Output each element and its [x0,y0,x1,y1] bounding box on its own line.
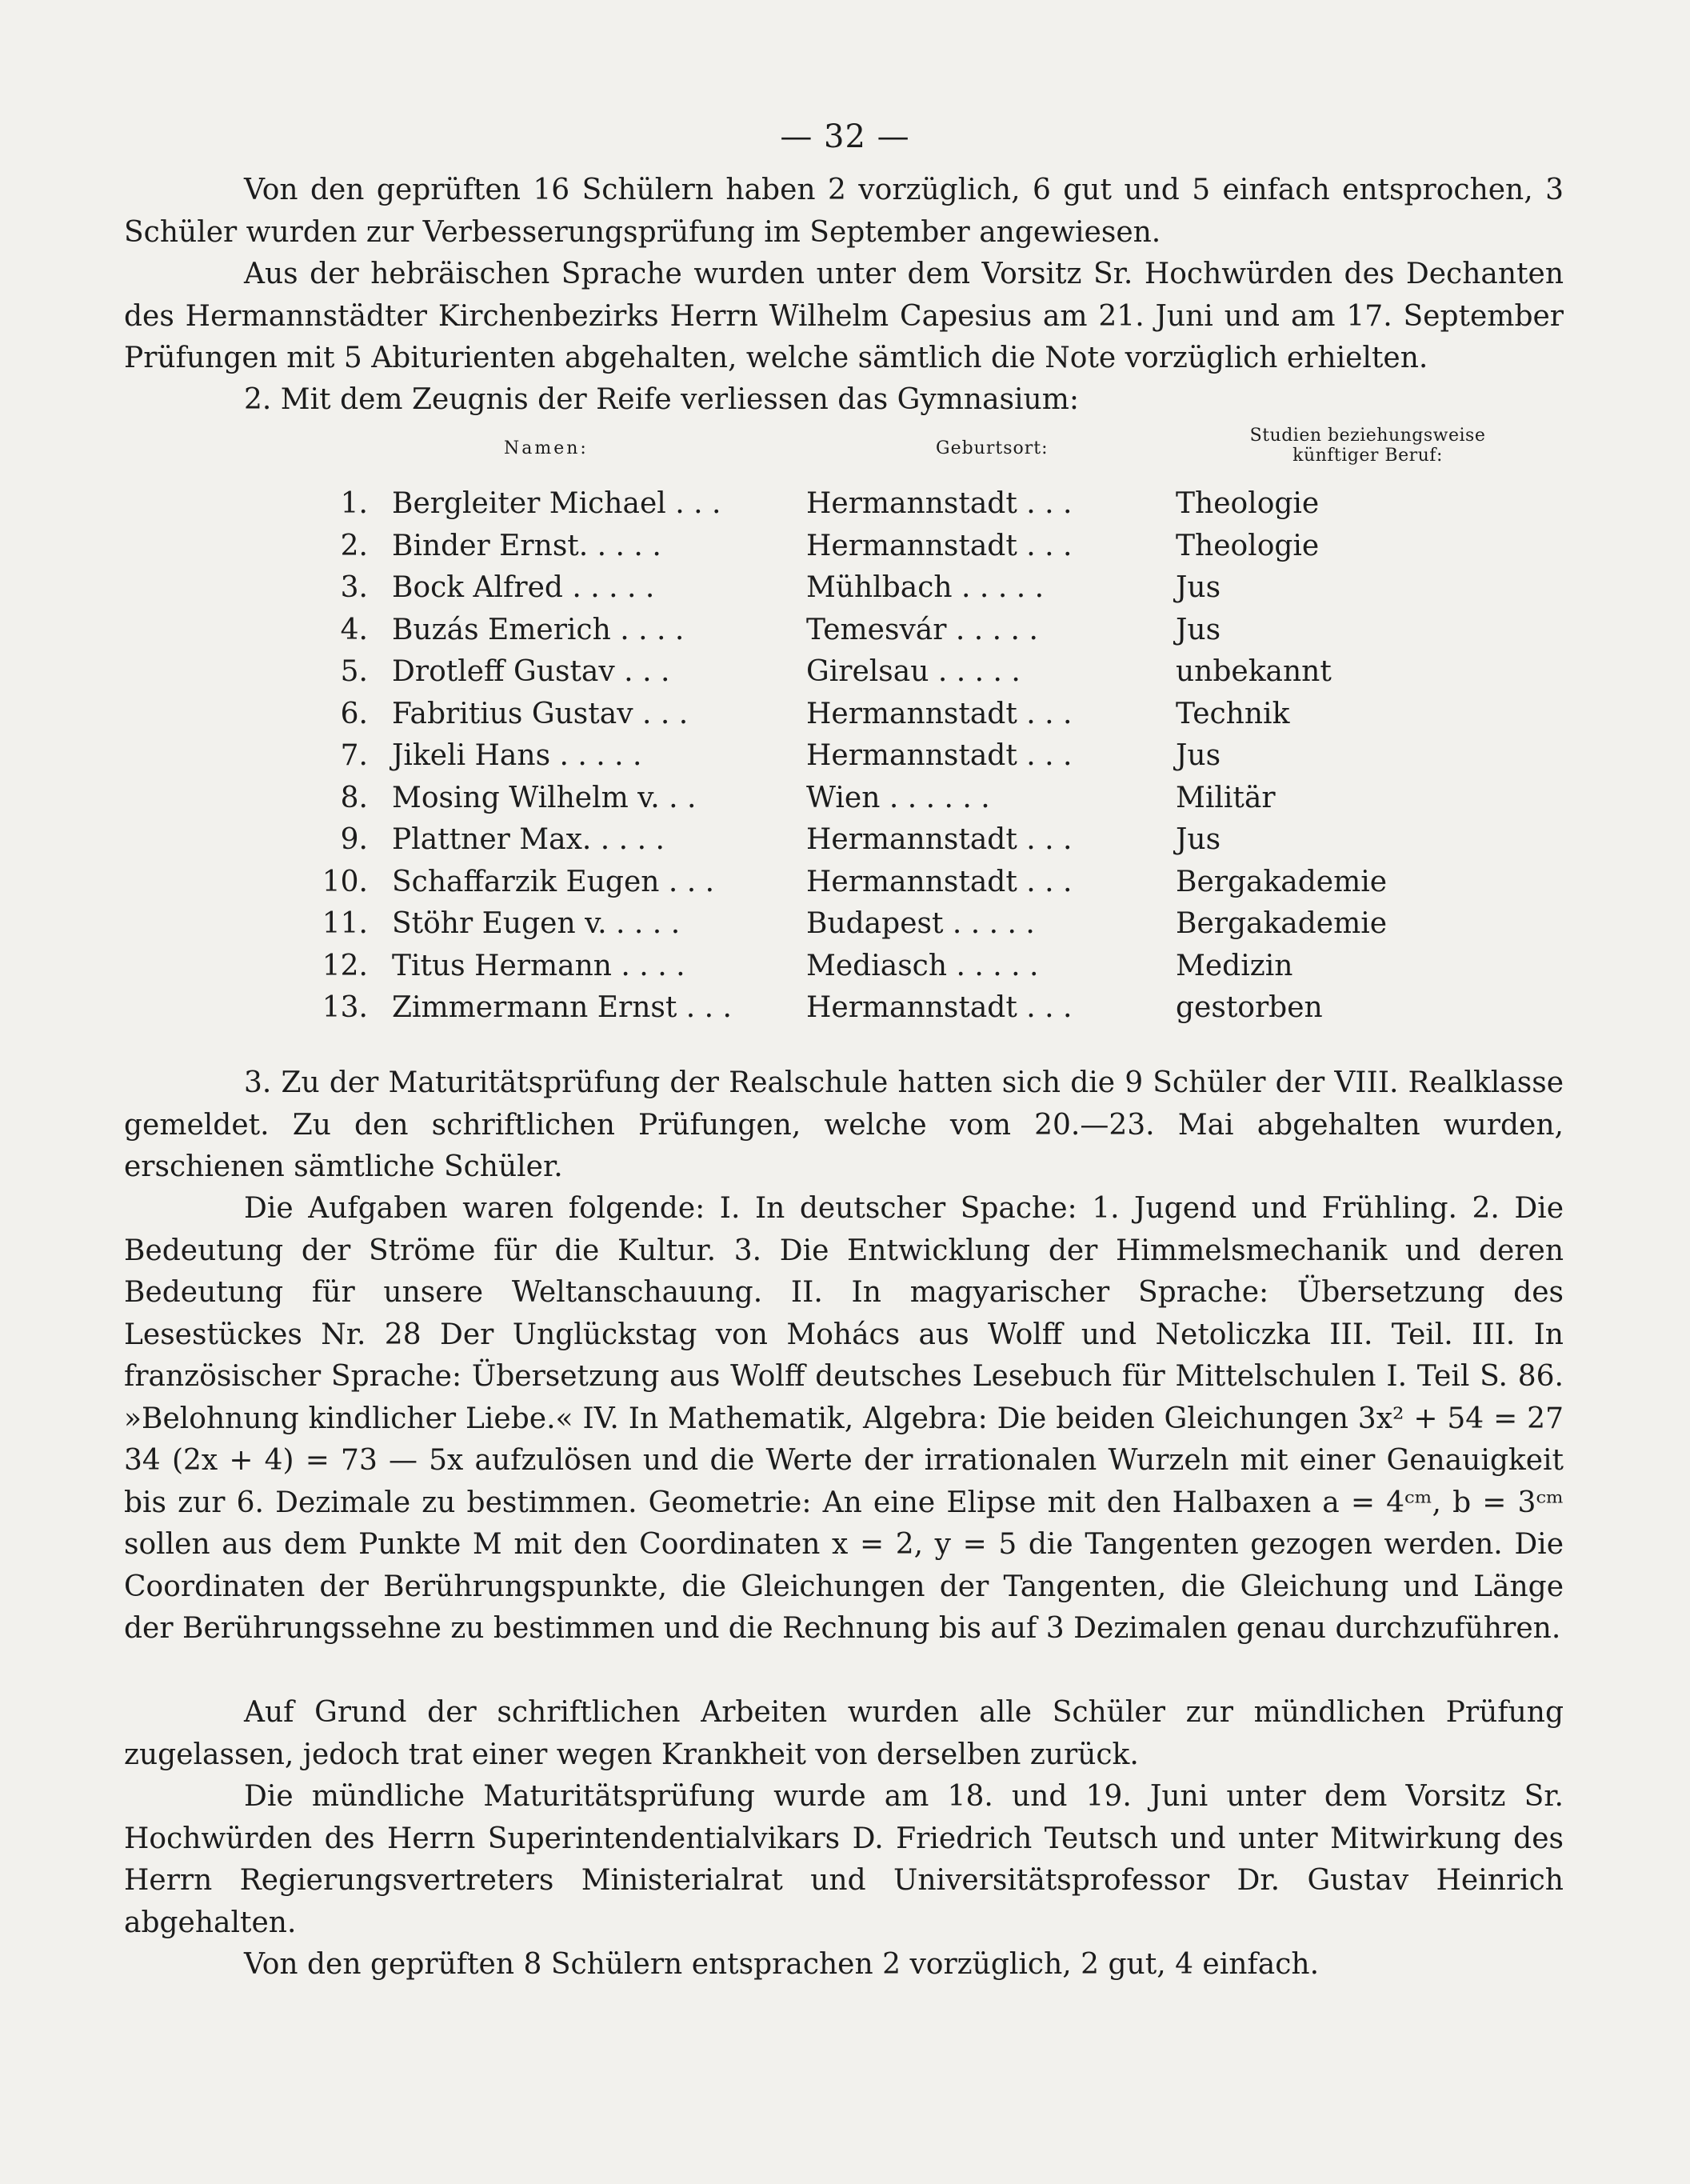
student-name: Jikeli Hans . . . . . [392,739,642,772]
student-name: Titus Hermann . . . . [392,949,685,982]
table-row [0,735,1690,778]
row-number: 8. [340,781,368,814]
career: Theologie [1176,529,1320,562]
birthplace: Hermannstadt . . . [806,529,1073,562]
student-name: Binder Ernst. . . . . [392,529,661,562]
birthplace: Hermannstadt . . . [806,697,1073,730]
table-row [0,526,1690,568]
paragraph-realschule-exam: 3. Zu der Maturitätsprüfung der Realschule hatten sich die 9 Schüler der VIII. Realklasse gemeldet. Zu den schriftlichen Prüfungen, welche vom 20.—23. Mai abgehalten wurden, erschienen sämtliche Schüler. [124,1066,1564,1183]
row-number: 2. [340,529,368,562]
birthplace: Temesvár . . . . . [806,613,1038,646]
table-row [0,483,1690,526]
table-row [0,778,1690,820]
birthplace: Wien . . . . . . [806,781,990,814]
paragraph-exam-tasks: Die Aufgaben waren folgende: I. In deutscher Spache: 1. Jugend und Frühling. 2. Die Bedeutung der Ströme für die Kultur. 3. Die Entwicklung der Himmelsmechanik und deren Bedeutung für unsere Weltanschauung. II. In magyarischer Sprache: Übersetzung des Lesestückes Nr. 28 Der Unglückstag von Mohács aus Wolff und Netoliczka III. Teil. III. In französischer Sprache: Übersetzung aus Wolff deutsches Lesebuch für Mittelschulen I. Teil S. 86. »Belohnung kindlicher Liebe.« IV. In Mathematik, Algebra: Die beiden Gleichungen 3x² + 54 = 27 34 (2x + 4) = 73 — 5x aufzulösen und die Werte der irrationalen Wurzeln mit einer Genauigkeit bis zur 6. Dezimale zu bestimmen. Geometrie: An eine Elipse mit den Halbaxen a = 4ᶜᵐ, b = 3ᶜᵐ sollen aus dem Punkte M mit den Coordinaten x = 2, y = 5 die Tangenten gezogen werden. Die Coordinaten der Berührungspunkte, die Gleichungen der Tangenten, die Gleichung und Länge der Berührungssehne zu bestimmen und die Rechnung bis auf 3 Dezimalen genau durchzuführen. [124,1192,1564,1645]
row-number: 7. [340,739,368,772]
birthplace: Hermannstadt . . . [806,991,1073,1024]
student-name: Plattner Max. . . . . [392,823,665,856]
career: Theologie [1176,487,1320,520]
student-name: Bock Alfred . . . . . [392,571,655,604]
table-rows [0,483,1690,1030]
student-name: Mosing Wilhelm v. . . [392,781,697,814]
student-name: Fabritius Gustav . . . [392,697,689,730]
column-header-birthplace: Geburtsort: [936,438,1049,458]
row-number: 10. [322,865,368,898]
birthplace: Hermannstadt . . . [806,487,1073,520]
student-name: Bergleiter Michael . . . [392,487,721,520]
paragraph-oral-exam: Die mündliche Maturitätsprüfung wurde am 18. und 19. Juni unter dem Vorsitz Sr. Hochwürden des Herrn Superintendentialvikars D. Friedrich Teutsch und unter Mitwirkung des Herrn Regierungsvertreters Ministerialrat und Universitätsprofessor Dr. Gustav Heinrich abgehalten. [124,1780,1564,1939]
paragraph-hebrew-exam: Aus der hebräischen Sprache wurden unter dem Vorsitz Sr. Hochwürden des Dechanten des Hermannstädter Kirchenbezirks Herrn Wilhelm Capesius am 21. Juni und am 17. September Prüfungen mit 5 Abiturienten abgehalten, welche sämtlich die Note vorzüglich erhielten. [124,258,1564,374]
table-row [0,819,1690,862]
birthplace: Mediasch . . . . . [806,949,1039,982]
paragraph-exam-results: Von den geprüften 16 Schülern haben 2 vorzüglich, 6 gut und 5 einfach entsprochen, 3 Schüler wurden zur Verbesserungsprüfung im September angewiesen. [124,174,1564,249]
column-header-career [1240,426,1496,466]
birthplace: Hermannstadt . . . [806,739,1073,772]
row-number: 11. [322,907,368,940]
table-row [0,610,1690,652]
student-name: Schaffarzik Eugen . . . [392,865,715,898]
table-row [0,694,1690,736]
birthplace: Hermannstadt . . . [806,865,1073,898]
table-row [0,946,1690,988]
career: Militär [1176,781,1276,814]
career: Jus [1176,571,1221,604]
birthplace: Hermannstadt . . . [806,823,1073,856]
student-name: Drotleff Gustav . . . [392,655,670,688]
career: gestorben [1176,991,1323,1024]
paragraph-final-results: Von den geprüften 8 Schülern entsprachen 2 vorzüglich, 2 gut, 4 einfach. [244,1948,1320,1981]
career: Technik [1176,697,1290,730]
row-number: 9. [340,823,368,856]
paragraph-oral-admission: Auf Grund der schriftlichen Arbeiten wurden alle Schüler zur mündlichen Prüfung zugelassen, jedoch trat einer wegen Krankheit von derselben zurück. [124,1696,1564,1771]
row-number: 5. [340,655,368,688]
student-name: Zimmermann Ernst . . . [392,991,733,1024]
student-name: Stöhr Eugen v. . . . . [392,907,681,940]
table-row [0,651,1690,694]
row-number: 4. [340,613,368,646]
career: Jus [1176,739,1221,772]
table-row [0,862,1690,904]
birthplace: Girelsau . . . . . [806,655,1021,688]
row-number: 6. [340,697,368,730]
row-number: 3. [340,571,368,604]
birthplace: Budapest . . . . . [806,907,1035,940]
career: Bergakademie [1176,907,1388,940]
table-row [0,987,1690,1030]
column-header-career-line2: künftiger Beruf: [1292,446,1443,466]
career: Jus [1176,613,1221,646]
birthplace: Mühlbach . . . . . [806,571,1045,604]
student-name: Buzás Emerich . . . . [392,613,685,646]
column-header-career-line1: Studien beziehungsweise [1249,426,1486,446]
career: Bergakademie [1176,865,1388,898]
row-number: 12. [322,949,368,982]
row-number: 13. [322,991,368,1024]
table-row [0,903,1690,946]
career: Jus [1176,823,1221,856]
table-row [0,567,1690,610]
career: Medizin [1176,949,1293,982]
page-number: — 32 — [780,118,910,155]
row-number: 1. [340,487,368,520]
paragraph-graduates-intro: 2. Mit dem Zeugnis der Reife verliessen das Gymnasium: [244,383,1079,416]
career: unbekannt [1176,655,1332,688]
column-header-name: Namen: [504,438,589,458]
